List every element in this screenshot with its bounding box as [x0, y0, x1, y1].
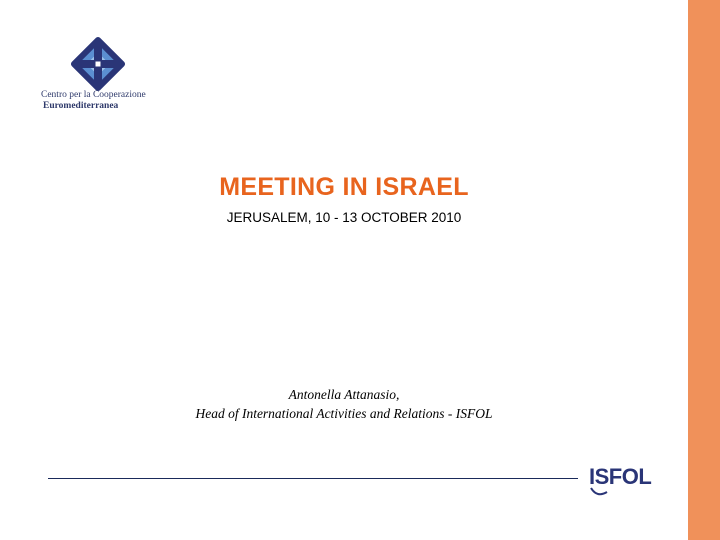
isfol-logo-text: ISFOL [589, 464, 652, 489]
logo-caption [41, 90, 171, 112]
author-name: Antonella Attanasio, [288, 387, 400, 402]
logo-line-2: Euromediterranea [43, 101, 119, 111]
accent-side-bar [688, 0, 720, 540]
cooperation-logo [38, 32, 170, 114]
isfol-logo-icon [585, 458, 665, 502]
logo-line-1: Centro per la Cooperazione [41, 90, 146, 100]
slide-subtitle: JERUSALEM, 10 - 13 OCTOBER 2010 [226, 210, 462, 225]
cooperation-emblem-icon [70, 36, 126, 92]
author-role: Head of International Activities and Relations - ISFOL [195, 406, 493, 421]
author-block [0, 385, 688, 423]
footer-divider [48, 478, 578, 479]
slide-title: MEETING IN ISRAEL [219, 173, 469, 201]
